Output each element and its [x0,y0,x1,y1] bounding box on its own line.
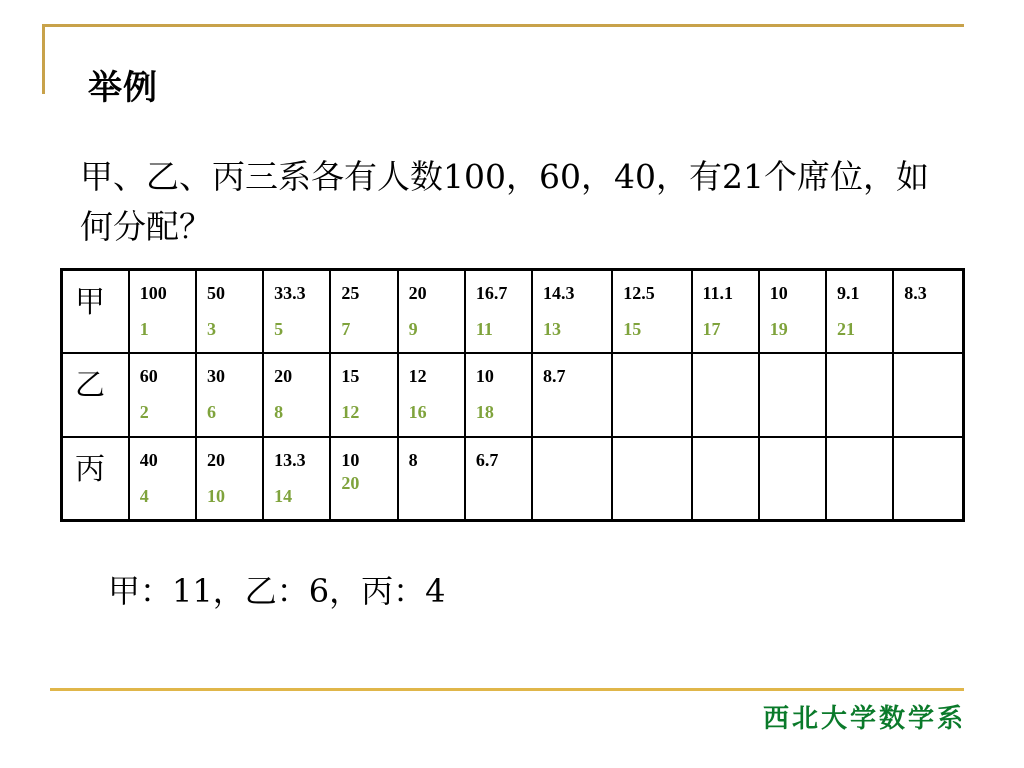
table-cell [330,270,397,354]
table-cell [759,353,826,436]
table-cell [759,270,826,354]
table-cell [826,437,893,521]
table-cell [465,437,532,521]
quotient-value: 30 [206,366,225,387]
quotient-value: 8 [408,449,418,470]
quotient-value: 13.3 [274,449,306,470]
seat-order-number: 9 [408,319,418,339]
seat-order-number: 17 [702,319,721,339]
quotient-value: 10 [769,283,788,303]
quotient-value: 11.1 [702,283,734,303]
table-cell [826,353,893,436]
allocation-result: 甲：11，乙：6，丙：4 [108,572,446,610]
problem-statement: 甲、乙、丙三系各有人数100，60，40，有21个席位，如何分配？ [80,157,929,246]
seat-order-number: 19 [769,319,788,339]
table-cell [196,353,263,436]
table-cell [263,270,330,354]
seat-allocation-table [60,268,965,522]
seat-order-number: 12 [341,402,360,423]
quotient-value: 8.3 [904,283,927,303]
quotient-value: 20 [206,449,225,470]
quotient-value: 9.1 [836,283,860,303]
table-cell [612,270,691,354]
seat-order-number: 16 [408,402,427,423]
table-cell [759,437,826,521]
accent-top-line [42,24,964,27]
table-row [62,437,964,521]
table-cell [826,270,893,354]
quotient-value: 33.3 [274,283,306,303]
quotient-value: 15 [341,366,360,387]
table-row [62,353,964,436]
table-cell [129,270,196,354]
quotient-value: 100 [139,283,167,303]
seat-order-number: 18 [475,402,494,423]
table-cell [893,270,963,354]
seat-order-number: 21 [836,319,855,339]
quotient-value: 40 [139,449,158,470]
seat-order-number: 7 [341,319,351,339]
table-cell [263,353,330,436]
seat-order-number: 8 [274,402,284,423]
quotient-value: 12 [408,366,427,387]
table-cell [612,437,691,521]
table-cell [532,353,612,436]
seat-order-number: 10 [206,485,225,506]
accent-vertical-line [42,24,45,94]
table-cell [398,353,465,436]
table-cell [465,353,532,436]
quotient-value: 25 [341,283,360,303]
seat-order-number: 1 [139,319,149,339]
table-cell [398,270,465,354]
table-cell [330,437,397,521]
table-cell [612,353,691,436]
quotient-value: 6.7 [475,449,499,470]
table-cell [893,437,963,521]
table-cell [465,270,532,354]
row-label: 乙 [62,353,129,436]
quotient-value: 16.7 [475,283,508,303]
row-label: 甲 [62,270,129,354]
row-label: 丙 [62,437,129,521]
table-cell [532,270,612,354]
table-cell [692,437,759,521]
table-cell [532,437,612,521]
quotient-value: 8.7 [543,366,566,387]
seat-order-number: 13 [543,319,562,339]
quotient-value: 12.5 [623,283,655,303]
quotient-value: 20 [274,366,293,387]
table-cell [893,353,963,436]
quotient-value: 60 [139,366,158,387]
footer-institution: 西北大学数学系 [762,704,966,734]
table-cell [330,353,397,436]
table-cell [692,353,759,436]
seat-order-number: 20 [341,472,360,493]
table-cell [398,437,465,521]
seat-order-number: 6 [206,402,216,423]
table-cell [263,437,330,521]
seat-order-number: 4 [139,485,149,506]
quotient-value: 50 [206,283,225,303]
seat-order-number: 3 [206,319,216,339]
quotient-value: 10 [341,449,360,470]
seat-order-number: 15 [623,319,642,339]
seat-order-number: 5 [274,319,284,339]
slide-title: 举例 [88,68,158,108]
table-row [62,270,964,354]
footer-divider [50,688,964,691]
seat-order-number: 14 [274,485,293,506]
table-cell [692,270,759,354]
quotient-value: 10 [475,366,494,387]
quotient-value: 14.3 [543,283,575,303]
table-cell [129,353,196,436]
table-cell [196,270,263,354]
table-cell [196,437,263,521]
seat-order-number: 2 [139,402,149,423]
table-cell [129,437,196,521]
seat-order-number: 11 [475,319,493,339]
quotient-value: 20 [408,283,427,303]
